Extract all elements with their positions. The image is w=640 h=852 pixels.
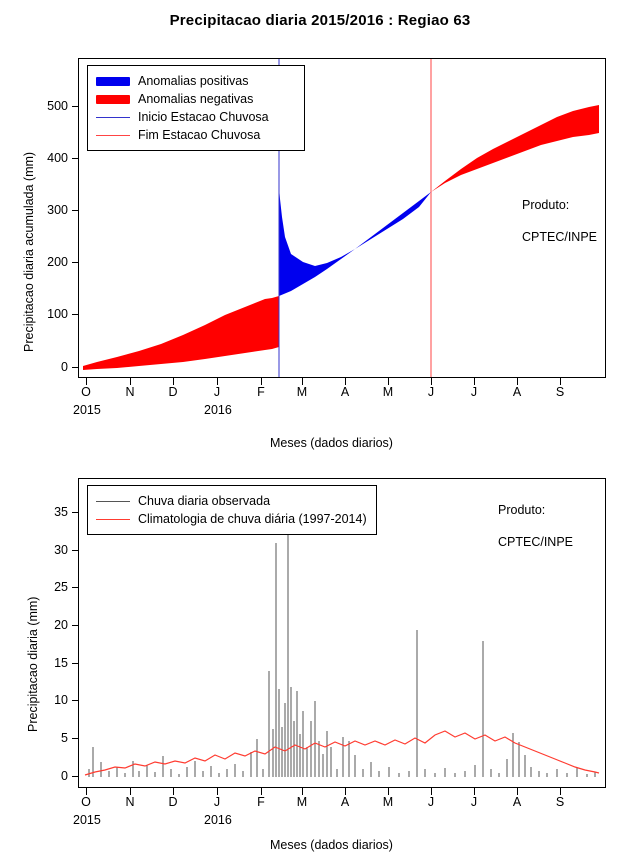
page-title: Precipitacao diaria 2015/2016 : Regiao 63: [169, 12, 471, 29]
daily-xtick-label: N: [125, 795, 135, 809]
panel-accumulated: [0, 40, 640, 450]
legend-swatch-negative-icon: [96, 95, 130, 104]
accumulated-xtick: [302, 378, 303, 385]
daily-ytick: [72, 550, 78, 551]
daily-xtick: [517, 788, 518, 795]
daily-xtick-label: S: [555, 795, 565, 809]
accumulated-ytick: [72, 262, 78, 263]
daily-xtick: [261, 788, 262, 795]
daily-year-label: 2016: [204, 813, 232, 827]
daily-xtick-label: M: [382, 795, 394, 809]
accumulated-xtick-label: D: [168, 385, 178, 399]
accumulated-xtick: [560, 378, 561, 385]
accumulated-ytick: [72, 314, 78, 315]
accumulated-ytick-label: 200: [47, 255, 68, 269]
accumulated-xtick-label: O: [81, 385, 91, 399]
accumulated-xtick: [431, 378, 432, 385]
daily-xtick-label: J: [427, 795, 435, 809]
daily-ytick-label: 15: [54, 656, 68, 670]
accumulated-ytick-label: 400: [47, 151, 68, 165]
daily-xtick: [345, 788, 346, 795]
daily-yaxis-title: Precipitacao diaria (mm): [26, 596, 40, 732]
daily-year-label: 2015: [73, 813, 101, 827]
accumulated-legend: [87, 65, 305, 151]
daily-xtick-label: J: [470, 795, 478, 809]
daily-legend: [87, 485, 377, 535]
accumulated-xtick-label: A: [340, 385, 350, 399]
accumulated-ytick: [72, 210, 78, 211]
accumulated-year-label: 2016: [204, 403, 232, 417]
daily-xtick: [217, 788, 218, 795]
daily-xtick-label: M: [296, 795, 308, 809]
daily-ytick: [72, 776, 78, 777]
accumulated-xtick-label: N: [125, 385, 135, 399]
accumulated-ytick-label: 300: [47, 203, 68, 217]
daily-ytick: [72, 625, 78, 626]
daily-ytick-label: 10: [54, 693, 68, 707]
accumulated-ytick: [72, 158, 78, 159]
accumulated-xaxis-title: Meses (dados diarios): [270, 436, 393, 450]
accumulated-xtick-label: S: [555, 385, 565, 399]
accumulated-xtick: [217, 378, 218, 385]
daily-ytick: [72, 512, 78, 513]
daily-xtick-label: A: [340, 795, 350, 809]
daily-xtick: [560, 788, 561, 795]
legend-item: [96, 108, 296, 126]
accumulated-xtick: [517, 378, 518, 385]
accumulated-xtick: [474, 378, 475, 385]
legend-swatch-climatology-icon: [96, 519, 130, 520]
legend-label: Chuva diaria observada: [138, 494, 271, 508]
produto-line1: Produto:: [521, 198, 570, 212]
accumulated-ytick: [72, 367, 78, 368]
accumulated-ytick-label: 500: [47, 99, 68, 113]
legend-swatch-end-icon: [96, 135, 130, 136]
accumulated-xtick-label: J: [213, 385, 221, 399]
daily-xtick-label: J: [213, 795, 221, 809]
daily-xtick: [474, 788, 475, 795]
daily-ytick: [72, 738, 78, 739]
daily-ytick: [72, 700, 78, 701]
daily-xtick-label: F: [257, 795, 265, 809]
daily-xtick-label: O: [81, 795, 91, 809]
legend-item: [96, 126, 296, 144]
accumulated-produto-note: [522, 181, 597, 245]
accumulated-ytick: [72, 106, 78, 107]
daily-ytick: [72, 663, 78, 664]
legend-label: Anomalias positivas: [138, 74, 249, 88]
accumulated-xtick-label: M: [296, 385, 308, 399]
produto-line2: CPTEC/INPE: [498, 535, 574, 549]
accumulated-plot-area: [78, 58, 606, 378]
legend-item: [96, 72, 296, 90]
daily-xtick-label: A: [512, 795, 522, 809]
legend-item: [96, 510, 368, 528]
accumulated-xtick-label: A: [512, 385, 522, 399]
daily-xtick: [431, 788, 432, 795]
daily-ytick: [72, 587, 78, 588]
daily-ytick-label: 20: [54, 618, 68, 632]
legend-swatch-observed-icon: [96, 501, 130, 502]
accumulated-xtick: [261, 378, 262, 385]
daily-ytick-label: 25: [54, 580, 68, 594]
legend-label: Anomalias negativas: [138, 92, 254, 106]
accumulated-xtick-label: F: [257, 385, 265, 399]
legend-label: Fim Estacao Chuvosa: [138, 128, 261, 142]
daily-xtick: [302, 788, 303, 795]
accumulated-xtick-label: J: [470, 385, 478, 399]
panel-daily: [0, 460, 640, 850]
accumulated-ytick-label: 100: [47, 307, 68, 321]
daily-xtick: [173, 788, 174, 795]
accumulated-xtick: [345, 378, 346, 385]
legend-label: Climatologia de chuva diária (1997-2014): [138, 512, 367, 526]
daily-xtick: [130, 788, 131, 795]
daily-xtick-label: D: [168, 795, 178, 809]
produto-line1: Produto:: [498, 503, 546, 517]
daily-ytick-label: 30: [54, 543, 68, 557]
daily-ytick-label: 5: [61, 731, 68, 745]
produto-line2: CPTEC/INPE: [521, 230, 597, 244]
accumulated-xtick: [388, 378, 389, 385]
legend-swatch-positive-icon: [96, 77, 130, 86]
legend-item: [96, 492, 368, 510]
accumulated-ytick-label: 0: [61, 360, 68, 374]
accumulated-xtick: [173, 378, 174, 385]
daily-xtick: [388, 788, 389, 795]
daily-produto-note: [498, 486, 573, 550]
accumulated-year-label: 2015: [73, 403, 101, 417]
accumulated-xtick: [130, 378, 131, 385]
daily-xaxis-title: Meses (dados diarios): [270, 838, 393, 852]
legend-label: Inicio Estacao Chuvosa: [138, 110, 269, 124]
daily-xtick: [86, 788, 87, 795]
legend-item: [96, 90, 296, 108]
daily-ytick-label: 35: [54, 505, 68, 519]
accumulated-xtick-label: M: [382, 385, 394, 399]
accumulated-xtick-label: J: [427, 385, 435, 399]
accumulated-xtick: [86, 378, 87, 385]
legend-swatch-start-icon: [96, 117, 130, 118]
daily-ytick-label: 0: [61, 769, 68, 783]
accumulated-yaxis-title: Precipitacao diaria acumulada (mm): [22, 151, 36, 352]
